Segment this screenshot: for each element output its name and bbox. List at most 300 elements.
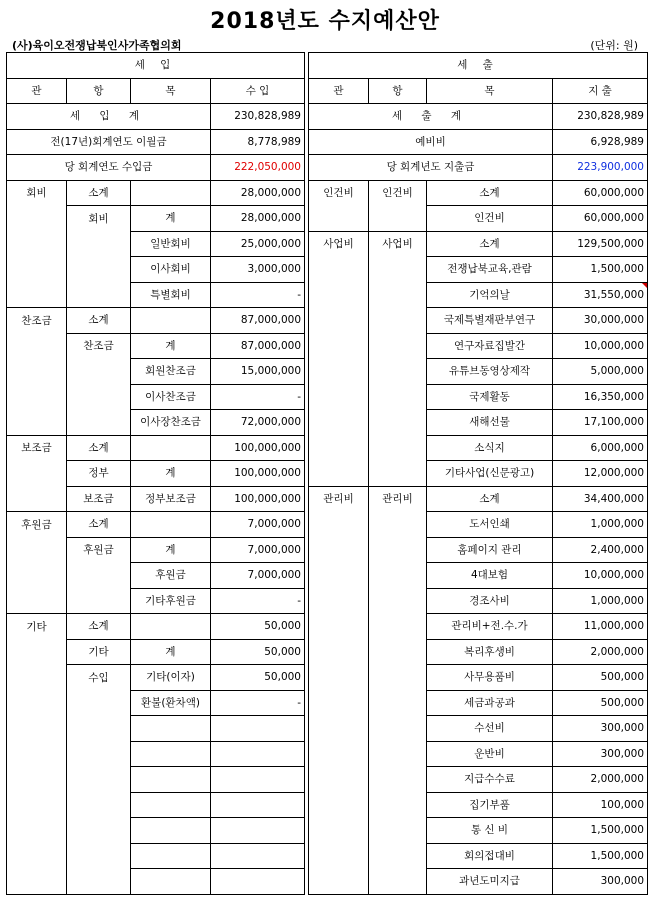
expense-cell-val: 2,400,000 xyxy=(553,537,648,563)
income-cell-mok xyxy=(131,843,211,869)
expense-table xyxy=(308,52,648,895)
income-row xyxy=(7,741,305,767)
expense-cell-val: 10,000,000 xyxy=(553,333,648,359)
income-cell-gwan xyxy=(7,384,67,410)
income-row xyxy=(7,308,305,334)
income-cell-mok xyxy=(131,512,211,538)
income-row xyxy=(7,282,305,308)
expense-cell-gwan xyxy=(309,741,369,767)
expense-cell-gwan xyxy=(309,384,369,410)
income-cell-hang: 회비 xyxy=(67,206,131,232)
expense-cell-hang xyxy=(369,843,427,869)
expense-cell-mok: 4대보험 xyxy=(427,563,553,589)
income-cell-mok: 일반회비 xyxy=(131,231,211,257)
expense-cell-gwan xyxy=(309,690,369,716)
expense-cell-hang: 인건비 xyxy=(369,180,427,206)
expense-current-label: 당 회계년도 지출금 xyxy=(309,155,553,181)
expense-cell-gwan xyxy=(309,792,369,818)
income-cell-gwan xyxy=(7,639,67,665)
expense-cell-val: 1,500,000 xyxy=(553,818,648,844)
expense-row xyxy=(309,435,648,461)
income-cell-mok xyxy=(131,767,211,793)
income-cell-mok: 이사장찬조금 xyxy=(131,410,211,436)
expense-cell-gwan xyxy=(309,843,369,869)
income-cell-mok: 계 xyxy=(131,206,211,232)
expense-cell-val: 10,000,000 xyxy=(553,563,648,589)
income-cell-hang xyxy=(67,767,131,793)
income-cell-mok xyxy=(131,716,211,742)
expense-cell-mok: 국제활동 xyxy=(427,384,553,410)
income-row xyxy=(7,588,305,614)
expense-cell-hang xyxy=(369,410,427,436)
expense-reserve-label: 예비비 xyxy=(309,129,553,155)
expense-cell-val: 5,000,000 xyxy=(553,359,648,385)
expense-cell-mok: 지급수수료 xyxy=(427,767,553,793)
expense-cell-hang xyxy=(369,690,427,716)
income-cell-val: 50,000 xyxy=(211,639,305,665)
expense-cell-val: 16,350,000 xyxy=(553,384,648,410)
income-cell-val: 7,000,000 xyxy=(211,563,305,589)
expense-cell-mok: 소계 xyxy=(427,180,553,206)
expense-cell-gwan xyxy=(309,333,369,359)
income-cell-hang xyxy=(67,588,131,614)
expense-current-row xyxy=(309,155,648,181)
income-row xyxy=(7,690,305,716)
income-cell-mok: 이사회비 xyxy=(131,257,211,283)
expense-cell-mok: 관리비+전.수.가 xyxy=(427,614,553,640)
expense-cell-gwan xyxy=(309,869,369,895)
income-cell-hang: 소계 xyxy=(67,512,131,538)
income-cell-hang xyxy=(67,410,131,436)
expense-cell-mok: 통 신 비 xyxy=(427,818,553,844)
income-cell-mok: 환불(환차액) xyxy=(131,690,211,716)
income-cell-mok: 기타후원금 xyxy=(131,588,211,614)
expense-cell-hang xyxy=(369,588,427,614)
income-cell-val xyxy=(211,869,305,895)
expense-cell-mok: 소계 xyxy=(427,231,553,257)
expense-row xyxy=(309,537,648,563)
expense-cell-gwan xyxy=(309,639,369,665)
income-cell-gwan xyxy=(7,486,67,512)
expense-cell-gwan xyxy=(309,563,369,589)
expense-cell-mok: 유튜브동영상제작 xyxy=(427,359,553,385)
income-cell-val: 87,000,000 xyxy=(211,333,305,359)
income-cell-gwan xyxy=(7,869,67,895)
expense-cell-hang xyxy=(369,282,427,308)
expense-cell-gwan: 인건비 xyxy=(309,180,369,206)
income-row xyxy=(7,333,305,359)
unit-label: (단위: 원) xyxy=(590,39,638,52)
income-cell-val: 15,000,000 xyxy=(211,359,305,385)
income-cell-hang xyxy=(67,282,131,308)
expense-cell-mok: 소식지 xyxy=(427,435,553,461)
income-cell-hang xyxy=(67,563,131,589)
expense-cell-gwan xyxy=(309,614,369,640)
income-cell-val: 3,000,000 xyxy=(211,257,305,283)
income-cell-val: - xyxy=(211,690,305,716)
income-row xyxy=(7,206,305,232)
income-cell-val: 7,000,000 xyxy=(211,537,305,563)
income-cell-val xyxy=(211,792,305,818)
income-row xyxy=(7,410,305,436)
income-cell-val xyxy=(211,741,305,767)
income-row xyxy=(7,359,305,385)
income-row xyxy=(7,716,305,742)
expense-reserve-row xyxy=(309,129,648,155)
income-cell-gwan xyxy=(7,461,67,487)
expense-row xyxy=(309,180,648,206)
income-row xyxy=(7,537,305,563)
income-cell-gwan xyxy=(7,741,67,767)
expense-row xyxy=(309,767,648,793)
income-cell-gwan xyxy=(7,537,67,563)
expense-cell-mok: 회의접대비 xyxy=(427,843,553,869)
income-total-label: 세 입 계 xyxy=(7,104,211,130)
income-cell-val: 7,000,000 xyxy=(211,512,305,538)
expense-cell-mok: 운반비 xyxy=(427,741,553,767)
income-cell-gwan xyxy=(7,792,67,818)
expense-cell-gwan xyxy=(309,308,369,334)
income-cell-mok: 특별회비 xyxy=(131,282,211,308)
expense-cell-mok: 기억의날 xyxy=(427,282,553,308)
income-carryover-value: 8,778,989 xyxy=(211,129,305,155)
income-cell-gwan: 기타 xyxy=(7,614,67,640)
expense-cell-val: 60,000,000 xyxy=(553,180,648,206)
expense-cell-val: 34,400,000 xyxy=(553,486,648,512)
income-row xyxy=(7,818,305,844)
expense-cell-val: 12,000,000 xyxy=(553,461,648,487)
income-cell-mok xyxy=(131,792,211,818)
expense-cell-val: 17,100,000 xyxy=(553,410,648,436)
income-cell-val xyxy=(211,716,305,742)
expense-row xyxy=(309,792,648,818)
income-cell-mok: 정부보조금 xyxy=(131,486,211,512)
expense-cell-val: 500,000 xyxy=(553,665,648,691)
income-cell-gwan xyxy=(7,359,67,385)
income-header-mok: 목 xyxy=(131,78,211,104)
expense-cell-hang xyxy=(369,614,427,640)
income-cell-hang xyxy=(67,818,131,844)
expense-row xyxy=(309,410,648,436)
expense-cell-mok: 세금과공과 xyxy=(427,690,553,716)
income-cell-mok: 이사찬조금 xyxy=(131,384,211,410)
income-cell-gwan: 후원금 xyxy=(7,512,67,538)
expense-cell-gwan xyxy=(309,461,369,487)
expense-cell-val: 300,000 xyxy=(553,741,648,767)
expense-cell-gwan xyxy=(309,435,369,461)
income-row xyxy=(7,639,305,665)
expense-row xyxy=(309,741,648,767)
income-cell-hang: 소계 xyxy=(67,614,131,640)
income-current-label: 당 회계연도 수입금 xyxy=(7,155,211,181)
expense-cell-hang xyxy=(369,818,427,844)
income-cell-hang: 후원금 xyxy=(67,537,131,563)
expense-row xyxy=(309,588,648,614)
income-cell-mok: 계 xyxy=(131,639,211,665)
expense-cell-gwan xyxy=(309,665,369,691)
income-cell-val: - xyxy=(211,282,305,308)
income-cell-hang: 소계 xyxy=(67,180,131,206)
income-cell-mok: 계 xyxy=(131,461,211,487)
expense-row xyxy=(309,614,648,640)
income-cell-mok xyxy=(131,435,211,461)
income-cell-gwan xyxy=(7,410,67,436)
expense-cell-gwan xyxy=(309,359,369,385)
expense-row xyxy=(309,359,648,385)
expense-row xyxy=(309,665,648,691)
income-cell-val: 100,000,000 xyxy=(211,486,305,512)
page-title: 2018년도 수지예산안 xyxy=(210,9,440,34)
expense-cell-mok: 전쟁납북교육,관람 xyxy=(427,257,553,283)
income-cell-hang xyxy=(67,384,131,410)
expense-cell-hang xyxy=(369,665,427,691)
expense-cell-val: 11,000,000 xyxy=(553,614,648,640)
expense-total-value: 230,828,989 xyxy=(553,104,648,130)
expense-cell-mok: 수선비 xyxy=(427,716,553,742)
income-cell-hang: 소계 xyxy=(67,308,131,334)
expense-cell-gwan xyxy=(309,716,369,742)
expense-cell-hang xyxy=(369,461,427,487)
income-cell-hang xyxy=(67,231,131,257)
income-cell-mok: 기타(이자) xyxy=(131,665,211,691)
income-cell-mok xyxy=(131,741,211,767)
expense-cell-val: 1,000,000 xyxy=(553,512,648,538)
income-cell-hang xyxy=(67,792,131,818)
income-cell-val xyxy=(211,843,305,869)
expense-row xyxy=(309,384,648,410)
income-cell-hang xyxy=(67,690,131,716)
income-cell-hang xyxy=(67,843,131,869)
income-cell-gwan: 찬조금 xyxy=(7,308,67,334)
expense-row xyxy=(309,257,648,283)
expense-cell-mok: 국제특별재판부연구 xyxy=(427,308,553,334)
income-cell-val xyxy=(211,818,305,844)
expense-cell-gwan xyxy=(309,282,369,308)
income-cell-mok xyxy=(131,818,211,844)
expense-cell-val: 129,500,000 xyxy=(553,231,648,257)
income-cell-hang xyxy=(67,741,131,767)
income-cell-mok: 후원금 xyxy=(131,563,211,589)
expense-cell-mok: 인건비 xyxy=(427,206,553,232)
income-cell-mok xyxy=(131,180,211,206)
expense-cell-hang xyxy=(369,206,427,232)
expense-cell-val: 100,000 xyxy=(553,792,648,818)
expense-total-row xyxy=(309,104,648,130)
expense-cell-mok: 사무용품비 xyxy=(427,665,553,691)
income-row xyxy=(7,461,305,487)
income-row xyxy=(7,563,305,589)
expense-cell-val: 300,000 xyxy=(553,716,648,742)
income-cell-val: - xyxy=(211,588,305,614)
income-row xyxy=(7,512,305,538)
expense-header-row xyxy=(309,78,648,104)
income-table xyxy=(6,52,305,895)
income-cell-hang: 소계 xyxy=(67,435,131,461)
expense-row xyxy=(309,843,648,869)
income-cell-mok: 회원찬조금 xyxy=(131,359,211,385)
income-row xyxy=(7,792,305,818)
expense-cell-hang xyxy=(369,308,427,334)
income-cell-val xyxy=(211,767,305,793)
income-cell-val: - xyxy=(211,384,305,410)
expense-total-label: 세 출 계 xyxy=(309,104,553,130)
income-section-row xyxy=(7,53,305,79)
income-cell-hang xyxy=(67,869,131,895)
income-cell-gwan xyxy=(7,206,67,232)
expense-current-value: 223,900,000 xyxy=(553,155,648,181)
expense-reserve-value: 6,928,989 xyxy=(553,129,648,155)
income-cell-gwan xyxy=(7,231,67,257)
expense-cell-mok: 경조사비 xyxy=(427,588,553,614)
income-row xyxy=(7,486,305,512)
income-cell-gwan xyxy=(7,257,67,283)
income-cell-hang xyxy=(67,359,131,385)
expense-row xyxy=(309,486,648,512)
expense-cell-hang xyxy=(369,869,427,895)
income-cell-gwan xyxy=(7,767,67,793)
income-cell-val: 25,000,000 xyxy=(211,231,305,257)
income-cell-val: 87,000,000 xyxy=(211,308,305,334)
expense-cell-hang xyxy=(369,792,427,818)
expense-cell-mok: 새해선물 xyxy=(427,410,553,436)
income-cell-mok: 계 xyxy=(131,333,211,359)
income-cell-val: 100,000,000 xyxy=(211,435,305,461)
expense-cell-gwan: 사업비 xyxy=(309,231,369,257)
income-row xyxy=(7,665,305,691)
income-cell-gwan xyxy=(7,818,67,844)
expense-cell-gwan xyxy=(309,410,369,436)
expense-row xyxy=(309,869,648,895)
expense-row xyxy=(309,231,648,257)
expense-row xyxy=(309,639,648,665)
expense-cell-mok: 집기부품 xyxy=(427,792,553,818)
income-header-hang: 항 xyxy=(67,78,131,104)
expense-row xyxy=(309,818,648,844)
income-cell-mok xyxy=(131,869,211,895)
income-cell-val: 72,000,000 xyxy=(211,410,305,436)
income-cell-hang: 보조금 xyxy=(67,486,131,512)
income-header-gwan: 관 xyxy=(7,78,67,104)
expense-cell-gwan xyxy=(309,257,369,283)
income-cell-gwan: 회비 xyxy=(7,180,67,206)
income-total-row xyxy=(7,104,305,130)
expense-cell-hang xyxy=(369,716,427,742)
expense-cell-val: 6,000,000 xyxy=(553,435,648,461)
income-row xyxy=(7,614,305,640)
expense-cell-hang xyxy=(369,563,427,589)
expense-cell-hang xyxy=(369,257,427,283)
income-row xyxy=(7,843,305,869)
income-cell-val: 28,000,000 xyxy=(211,180,305,206)
income-row xyxy=(7,767,305,793)
income-cell-gwan xyxy=(7,665,67,691)
expense-cell-val: 30,000,000 xyxy=(553,308,648,334)
income-section-label: 세 입 xyxy=(7,53,305,79)
income-carryover-row xyxy=(7,129,305,155)
income-cell-hang xyxy=(67,257,131,283)
expense-cell-val: 500,000 xyxy=(553,690,648,716)
expense-cell-gwan xyxy=(309,512,369,538)
income-carryover-label: 전(17년)회계연도 이월금 xyxy=(7,129,211,155)
expense-cell-hang xyxy=(369,435,427,461)
expense-row xyxy=(309,563,648,589)
income-total-value: 230,828,989 xyxy=(211,104,305,130)
income-cell-hang: 정부 xyxy=(67,461,131,487)
income-current-value: 222,050,000 xyxy=(211,155,305,181)
expense-row xyxy=(309,282,648,308)
expense-cell-gwan xyxy=(309,206,369,232)
expense-cell-mok: 과년도미지급 xyxy=(427,869,553,895)
expense-cell-hang xyxy=(369,384,427,410)
expense-cell-mok: 홈페이지 관리 xyxy=(427,537,553,563)
income-cell-hang xyxy=(67,716,131,742)
income-cell-hang: 기타 xyxy=(67,639,131,665)
income-cell-gwan xyxy=(7,843,67,869)
expense-cell-val: 2,000,000 xyxy=(553,639,648,665)
expense-cell-hang xyxy=(369,741,427,767)
income-row xyxy=(7,231,305,257)
expense-cell-hang xyxy=(369,537,427,563)
income-row xyxy=(7,384,305,410)
expense-cell-hang xyxy=(369,767,427,793)
expense-cell-gwan: 관리비 xyxy=(309,486,369,512)
expense-cell-gwan xyxy=(309,588,369,614)
income-cell-val: 50,000 xyxy=(211,665,305,691)
expense-section-row xyxy=(309,53,648,79)
expense-cell-val: 1,500,000 xyxy=(553,257,648,283)
expense-row xyxy=(309,461,648,487)
expense-row xyxy=(309,716,648,742)
income-cell-mok: 계 xyxy=(131,537,211,563)
income-cell-hang: 찬조금 xyxy=(67,333,131,359)
income-cell-gwan xyxy=(7,563,67,589)
income-cell-mok xyxy=(131,614,211,640)
expense-cell-hang xyxy=(369,333,427,359)
income-cell-gwan xyxy=(7,333,67,359)
expense-cell-hang: 사업비 xyxy=(369,231,427,257)
income-cell-hang: 수입 xyxy=(67,665,131,691)
income-cell-gwan xyxy=(7,588,67,614)
income-current-row xyxy=(7,155,305,181)
expense-row xyxy=(309,308,648,334)
expense-cell-val: 1,500,000 xyxy=(553,843,648,869)
expense-cell-mok: 소계 xyxy=(427,486,553,512)
income-cell-val: 28,000,000 xyxy=(211,206,305,232)
income-cell-mok xyxy=(131,308,211,334)
expense-header-value: 지 출 xyxy=(553,78,648,104)
income-cell-val: 50,000 xyxy=(211,614,305,640)
expense-section-label: 세 출 xyxy=(309,53,648,79)
expense-header-hang: 항 xyxy=(369,78,427,104)
expense-cell-mok: 연구자료집발간 xyxy=(427,333,553,359)
expense-cell-gwan xyxy=(309,537,369,563)
income-header-value: 수 입 xyxy=(211,78,305,104)
expense-cell-val: 300,000 xyxy=(553,869,648,895)
expense-header-mok: 목 xyxy=(427,78,553,104)
expense-cell-hang: 관리비 xyxy=(369,486,427,512)
income-cell-gwan xyxy=(7,716,67,742)
expense-cell-hang xyxy=(369,512,427,538)
income-row xyxy=(7,257,305,283)
expense-cell-mok: 기타사업(신문광고) xyxy=(427,461,553,487)
expense-cell-gwan xyxy=(309,818,369,844)
income-header-row xyxy=(7,78,305,104)
expense-cell-val: 1,000,000 xyxy=(553,588,648,614)
income-cell-gwan xyxy=(7,282,67,308)
expense-cell-gwan xyxy=(309,767,369,793)
income-row xyxy=(7,435,305,461)
expense-cell-mok: 복리후생비 xyxy=(427,639,553,665)
